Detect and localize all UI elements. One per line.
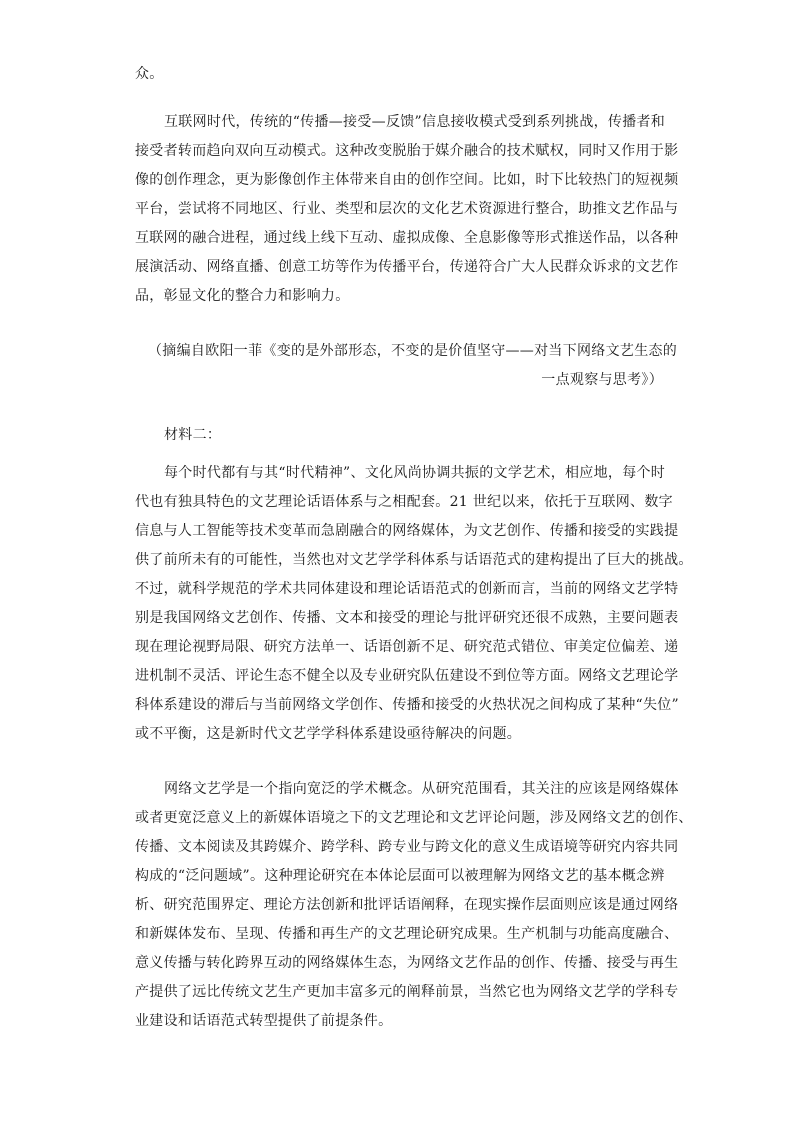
text-line: 像的创作理念，更为影像创作主体带来自由的创作空间。比如，时下比较热门的短视频 xyxy=(135,172,679,188)
text-line: 传播、文本阅读及其跨媒介、跨学科、跨专业与跨文化的意义生成语境等研究内容共同 xyxy=(135,839,679,855)
source-citation-line: 一点观察与思考》） xyxy=(541,372,663,388)
text-line: 或不平衡，这是新时代文艺学学科体系建设亟待解决的问题。 xyxy=(135,726,522,742)
text-line: 品，彰显文化的整合力和影响力。 xyxy=(135,288,350,304)
section-heading: 材料二： xyxy=(164,427,222,443)
text-line: 意义传播与转化跨界互动的网络媒体生态，为网络文艺作品的创作、传播、接受与再生 xyxy=(135,955,679,971)
text-line: 不过，就科学规范的学术共同体建设和理论话语范式的创新而言，当前的网络文艺学特 xyxy=(135,581,679,597)
text-line: 科体系建设的滞后与当前网络文学创作、传播和接受的火热状况之间构成了某种“失位” xyxy=(135,697,680,713)
text-line: 供了前所未有的可能性，当然也对文艺学学科体系与话语范式的建构提出了巨大的挑战。 xyxy=(135,552,693,568)
text-line: 和新媒体发布、呈现、传播和再生产的文艺理论研究成果。生产机制与功能高度融合、 xyxy=(135,926,679,942)
text-line: 析、研究范围界定、理论方法创新和批评话语阐释，在现实操作层面则应该是通过网络 xyxy=(135,897,679,913)
text-line: 平台，尝试将不同地区、行业、类型和层次的文化艺术资源进行整合，助推文艺作品与 xyxy=(135,201,679,217)
text-line: 别是我国网络文艺创作、传播、文本和接受的理论与批评研究还很不成熟，主要问题表 xyxy=(135,610,679,626)
text-line: 互联网的融合进程，通过线上线下互动、虚拟成像、全息影像等形式推送作品，以各种 xyxy=(135,230,679,246)
text-line: 产提供了远比传统文艺生产更加丰富多元的阐释前景，当然它也为网络文艺学的学科专 xyxy=(135,984,679,1000)
text-line: 接受者转而趋向双向互动模式。这种改变脱胎于媒介融合的技术赋权，同时又作用于影 xyxy=(135,143,679,159)
text-line: 代也有独具特色的文艺理论话语体系与之相配套。21 世纪以来，依托于互联网、数字 xyxy=(135,494,673,510)
text-line: 每个时代都有与其“时代精神”、文化风尚协调共振的文学艺术，相应地，每个时 xyxy=(164,465,666,481)
text-line: 信息与人工智能等技术变革而急剧融合的网络媒体，为文艺创作、传播和接受的实践提 xyxy=(135,523,679,539)
text-line: 业建设和话语范式转型提供了前提条件。 xyxy=(135,1013,393,1029)
text-line: 众。 xyxy=(135,66,164,82)
text-line: 网络文艺学是一个指向宽泛的学术概念。从研究范围看，其关注的应该是网络媒体 xyxy=(164,781,679,797)
text-line: 展演活动、网络直播、创意工坊等作为传播平台，传递符合广大人民群众诉求的文艺作 xyxy=(135,259,679,275)
source-citation-line: （摘编自欧阳一菲《变的是外部形态，不变的是价值坚守——对当下网络文艺生态的 xyxy=(148,343,678,359)
text-line: 构成的“泛问题域”。这种理论研究在本体论层面可以被理解为网络文艺的基本概念辨 xyxy=(135,868,665,884)
text-line: 或者更宽泛意义上的新媒体语境之下的文艺理论和文艺评论问题，涉及网络文艺的创作、 xyxy=(135,810,693,826)
text-line: 现在理论视野局限、研究方法单一、话语创新不足、研究范式错位、审美定位偏差、递 xyxy=(135,639,679,655)
text-line: 进机制不灵活、评论生态不健全以及专业研究队伍建设不到位等方面。网络文艺理论学 xyxy=(135,668,679,684)
text-line: 互联网时代，传统的“传播—接受—反馈”信息接收模式受到系列挑战，传播者和 xyxy=(164,114,666,130)
